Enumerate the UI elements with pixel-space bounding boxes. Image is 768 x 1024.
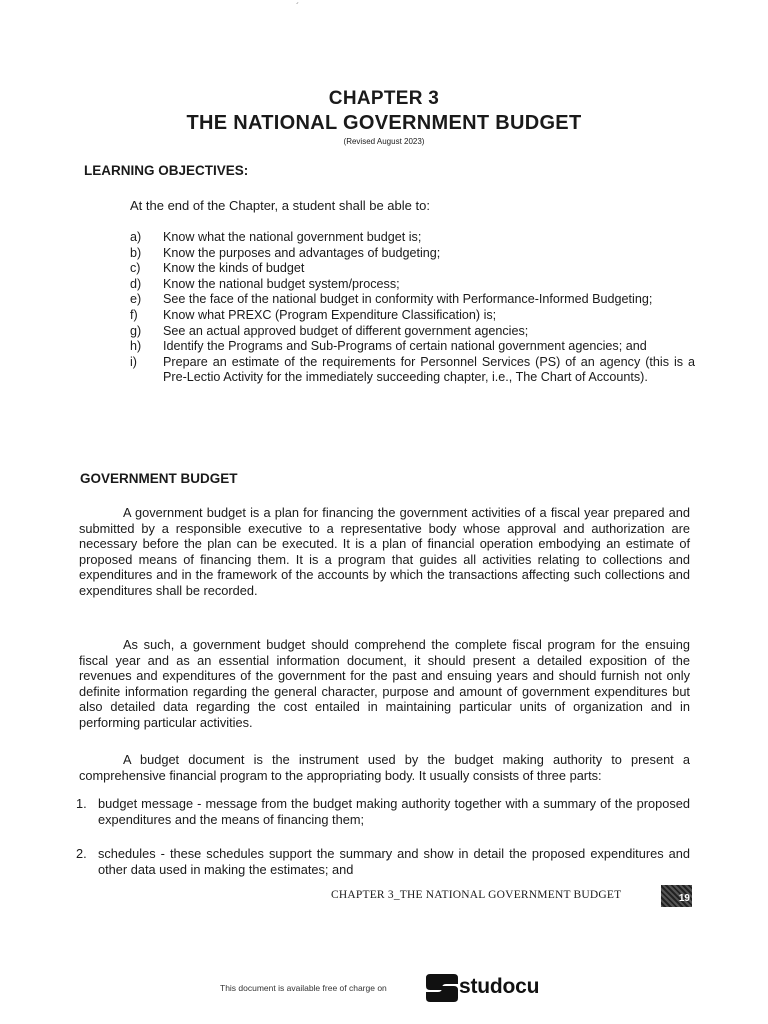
list-item bbox=[130, 292, 695, 308]
list-item bbox=[76, 796, 690, 827]
chapter-number: CHAPTER 3 bbox=[328, 88, 440, 109]
item-marker: b) bbox=[130, 245, 142, 260]
item-marker: i) bbox=[130, 354, 137, 369]
list-item bbox=[130, 261, 695, 277]
item-marker: 2. bbox=[76, 846, 87, 861]
list-item bbox=[130, 339, 695, 355]
studocu-logo-icon[interactable] bbox=[424, 972, 460, 1004]
budget-parts-list bbox=[76, 846, 690, 877]
page-number-badge bbox=[661, 885, 692, 907]
budget-document-paragraph: A budget document is the instrument used by the budget making authority to present a comprehensive financial program to the appropriating body. It usually consists of three parts: bbox=[79, 752, 690, 783]
item-marker: a) bbox=[130, 230, 142, 244]
item-text: Identify the Programs and Sub-Programs of certain national government agencies; and bbox=[163, 339, 647, 354]
list-item bbox=[130, 355, 695, 386]
item-marker: e) bbox=[130, 292, 142, 307]
learning-objectives-heading: LEARNING OBJECTIVES: bbox=[84, 163, 249, 178]
item-text: Know the national budget system/process; bbox=[163, 276, 400, 291]
government-budget-heading: GOVERNMENT BUDGET bbox=[80, 471, 238, 486]
list-item bbox=[130, 308, 695, 324]
item-marker: g) bbox=[130, 323, 142, 338]
budget-definition-paragraph: A government budget is a plan for financing the government activities of a fiscal year prepared and submitted by a responsible executive to a representative body whose approval and authorization are necessary before the plan can be executed. It is a plan of financial operation embodying an estimate of proposed means of financing them. It is a program that guides all activities relating to collections and expenditures and in the framework of the accounts by which the transactions affecting such collections and expenditures shall be recorded. bbox=[79, 505, 690, 598]
revised-note: (Revised August 2023) bbox=[343, 137, 425, 146]
studocu-brand-link[interactable]: studocu bbox=[459, 975, 540, 998]
studocu-note: This document is available free of charge on bbox=[220, 983, 387, 993]
chapter-title: THE NATIONAL GOVERNMENT BUDGET bbox=[186, 112, 582, 134]
list-item bbox=[76, 846, 690, 877]
objectives-intro: At the end of the Chapter, a student shall be able to: bbox=[130, 198, 430, 213]
item-marker: f) bbox=[130, 307, 138, 322]
budget-scope-paragraph: As such, a government budget should comprehend the complete fiscal program for the ensuing fiscal year and as an essential information document, it should present a detailed exposition of the revenues and expenditures of the government for the past and ensuing years and should furnish not only definite information regarding the general character, purpose and amount of government expenditures but also detailed data regarding the cost entailed in maintaining particular units of organization and in performing particular activities. bbox=[79, 637, 690, 730]
objectives-list bbox=[130, 230, 695, 386]
item-marker: c) bbox=[130, 261, 141, 276]
item-text: Know the purposes and advantages of budgeting; bbox=[163, 245, 441, 260]
list-item bbox=[130, 230, 695, 246]
footer-chapter-label: CHAPTER 3_THE NATIONAL GOVERNMENT BUDGET bbox=[331, 889, 622, 901]
item-text: See an actual approved budget of different government agencies; bbox=[163, 323, 529, 338]
page-number: 19 bbox=[678, 893, 690, 904]
item-text: budget message - message from the budget making authority together with a summary of the proposed expenditures and the means of financing them; bbox=[98, 796, 690, 827]
item-text: Know what the national government budget is; bbox=[163, 230, 422, 244]
list-item bbox=[130, 277, 695, 293]
item-marker: h) bbox=[130, 339, 142, 354]
item-marker: 1. bbox=[76, 796, 87, 811]
item-text: Know the kinds of budget bbox=[163, 261, 305, 276]
list-item bbox=[130, 324, 695, 340]
item-text: Know what PREXC (Program Expenditure Classification) is; bbox=[163, 307, 497, 322]
budget-parts-list bbox=[76, 796, 690, 827]
item-text: schedules - these schedules support the summary and show in detail the proposed expenditures and other data used in making the estimates; and bbox=[98, 846, 690, 877]
list-item bbox=[130, 246, 695, 262]
item-marker: d) bbox=[130, 276, 142, 291]
item-text: See the face of the national budget in conformity with Performance-Informed Budgeting; bbox=[163, 292, 653, 307]
stray-mark: ´ bbox=[296, 2, 300, 13]
item-text: Prepare an estimate of the requirements for Personnel Services (PS) of an agency (this is a Pre-Lectio Activity for the immediately succeeding chapter, i.e., The Chart of Accounts). bbox=[163, 354, 695, 385]
